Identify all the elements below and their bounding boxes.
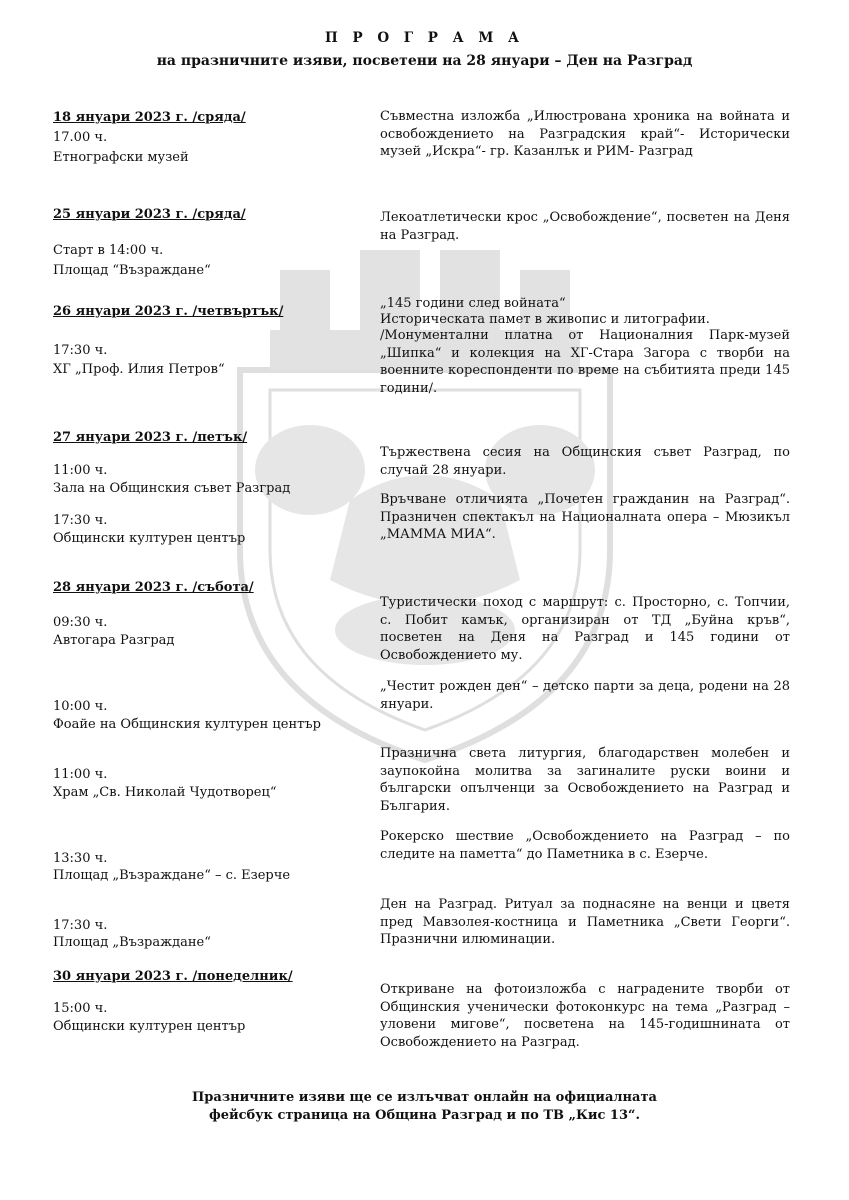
page-subtitle: на празничните изяви, посветени на 28 януари – Ден на Разград: [156, 53, 693, 69]
event-time: 11:00 ч.: [53, 463, 108, 478]
event-description: Празнична света литургия, благодарствен молебен и заупокойна молитва за загиналите руски воини и български опълченци за Освобождението на Разград и България.: [380, 746, 790, 814]
event-description: Връчване отличията „Почетен гражданин на Разград“. Празничен спектакъл на Националната опера – Мюзикъл „МАММА МИА“.: [380, 492, 790, 542]
event-description: Туристически поход с маршрут: с. Просторно, с. Топчии, с. Побит камък, организиран от ТД „Буйна кръв“, посветен на Деня на Разград и 145 години от Освобождението му.: [380, 595, 790, 663]
event-date-jan-25: 25 януари 2023 г. /сряда/: [53, 207, 246, 222]
event-time: Старт в 14:00 ч.: [53, 243, 164, 258]
event-description: Ден на Разград. Ритуал за поднасяне на венци и цветя пред Мавзолея-костница и Паметника „Свети Георги“. Празнични илюминации.: [380, 897, 790, 947]
event-time: 13:30 ч.: [53, 851, 108, 866]
event-time: 17.00 ч.: [53, 130, 108, 145]
event-description: „145 години след войната“: [380, 296, 566, 311]
event-description: Лекоатлетически крос „Освобождение“, посветен на Деня на Разград.: [380, 210, 790, 243]
event-date-jan-18: 18 януари 2023 г. /сряда/: [53, 110, 246, 125]
page-title: П Р О Г Р А М А: [325, 30, 524, 46]
event-time: 09:30 ч.: [53, 615, 108, 630]
broadcast-note: [0, 1089, 849, 1125]
event-date-jan-26: 26 януари 2023 г. /четвъртък/: [53, 304, 284, 319]
event-place: Автогара Разград: [53, 633, 175, 648]
event-place: Фоайе на Общинския културен център: [53, 717, 321, 732]
event-date-jan-27: 27 януари 2023 г. /петък/: [53, 430, 248, 445]
event-place: Площад “Възраждане“: [53, 263, 211, 278]
event-place: Зала на Общинския съвет Разград: [53, 481, 291, 496]
event-description: Рокерско шествие „Освобождението на Разград – по следите на паметта“ до Паметника в с. Езерче.: [380, 829, 790, 862]
event-time: 11:00 ч.: [53, 767, 108, 782]
event-date-jan-28: 28 януари 2023 г. /събота/: [53, 580, 254, 595]
event-place: Етнографски музей: [53, 150, 189, 165]
event-description: „Честит рожден ден“ – детско парти за деца, родени на 28 януари.: [380, 679, 790, 712]
event-time: 15:00 ч.: [53, 1001, 108, 1016]
event-time: 17:30 ч.: [53, 513, 108, 528]
broadcast-note-line-1: Празничните изяви ще се излъчват онлайн на официалната: [192, 1090, 657, 1105]
event-time: 10:00 ч.: [53, 699, 108, 714]
event-date-jan-30: 30 януари 2023 г. /понеделник/: [53, 969, 293, 984]
event-time: 17:30 ч.: [53, 918, 108, 933]
event-description: Историческата памет в живопис и литографии.: [380, 312, 710, 327]
event-description: Откриване на фотоизложба с наградените творби от Общинския ученически фотоконкурс на тема „Разград – уловени мигове“, посветена на 145-годишнината от Освобождението на Разград.: [380, 982, 790, 1050]
broadcast-note-line-2: фейсбук страница на Община Разград и по ТВ „Кис 13“.: [209, 1108, 640, 1123]
event-description: Тържествена сесия на Общинския съвет Разград, по случай 28 януари.: [380, 445, 790, 478]
event-place: Площад „Възраждане“: [53, 935, 211, 950]
event-place: Площад „Възраждане“ – с. Езерче: [53, 868, 291, 883]
event-place: Храм „Св. Николай Чудотворец“: [53, 785, 277, 800]
event-description: Съвместна изложба „Илюстрована хроника на войната и освобождението на Разградския край“- Исторически музей „Искра“- гр. Казанлък и РИМ- Разград: [380, 109, 790, 159]
event-place: Общински културен център: [53, 531, 246, 546]
event-description: /Монументални платна от Националния Парк-музей „Шипка“ и колекция на ХГ-Стара Загора с творби на военните кореспонденти по време на събитията преди 145 години/.: [380, 328, 790, 396]
event-place: ХГ „Проф. Илия Петров“: [53, 362, 225, 377]
event-place: Общински културен център: [53, 1019, 246, 1034]
event-time: 17:30 ч.: [53, 343, 108, 358]
